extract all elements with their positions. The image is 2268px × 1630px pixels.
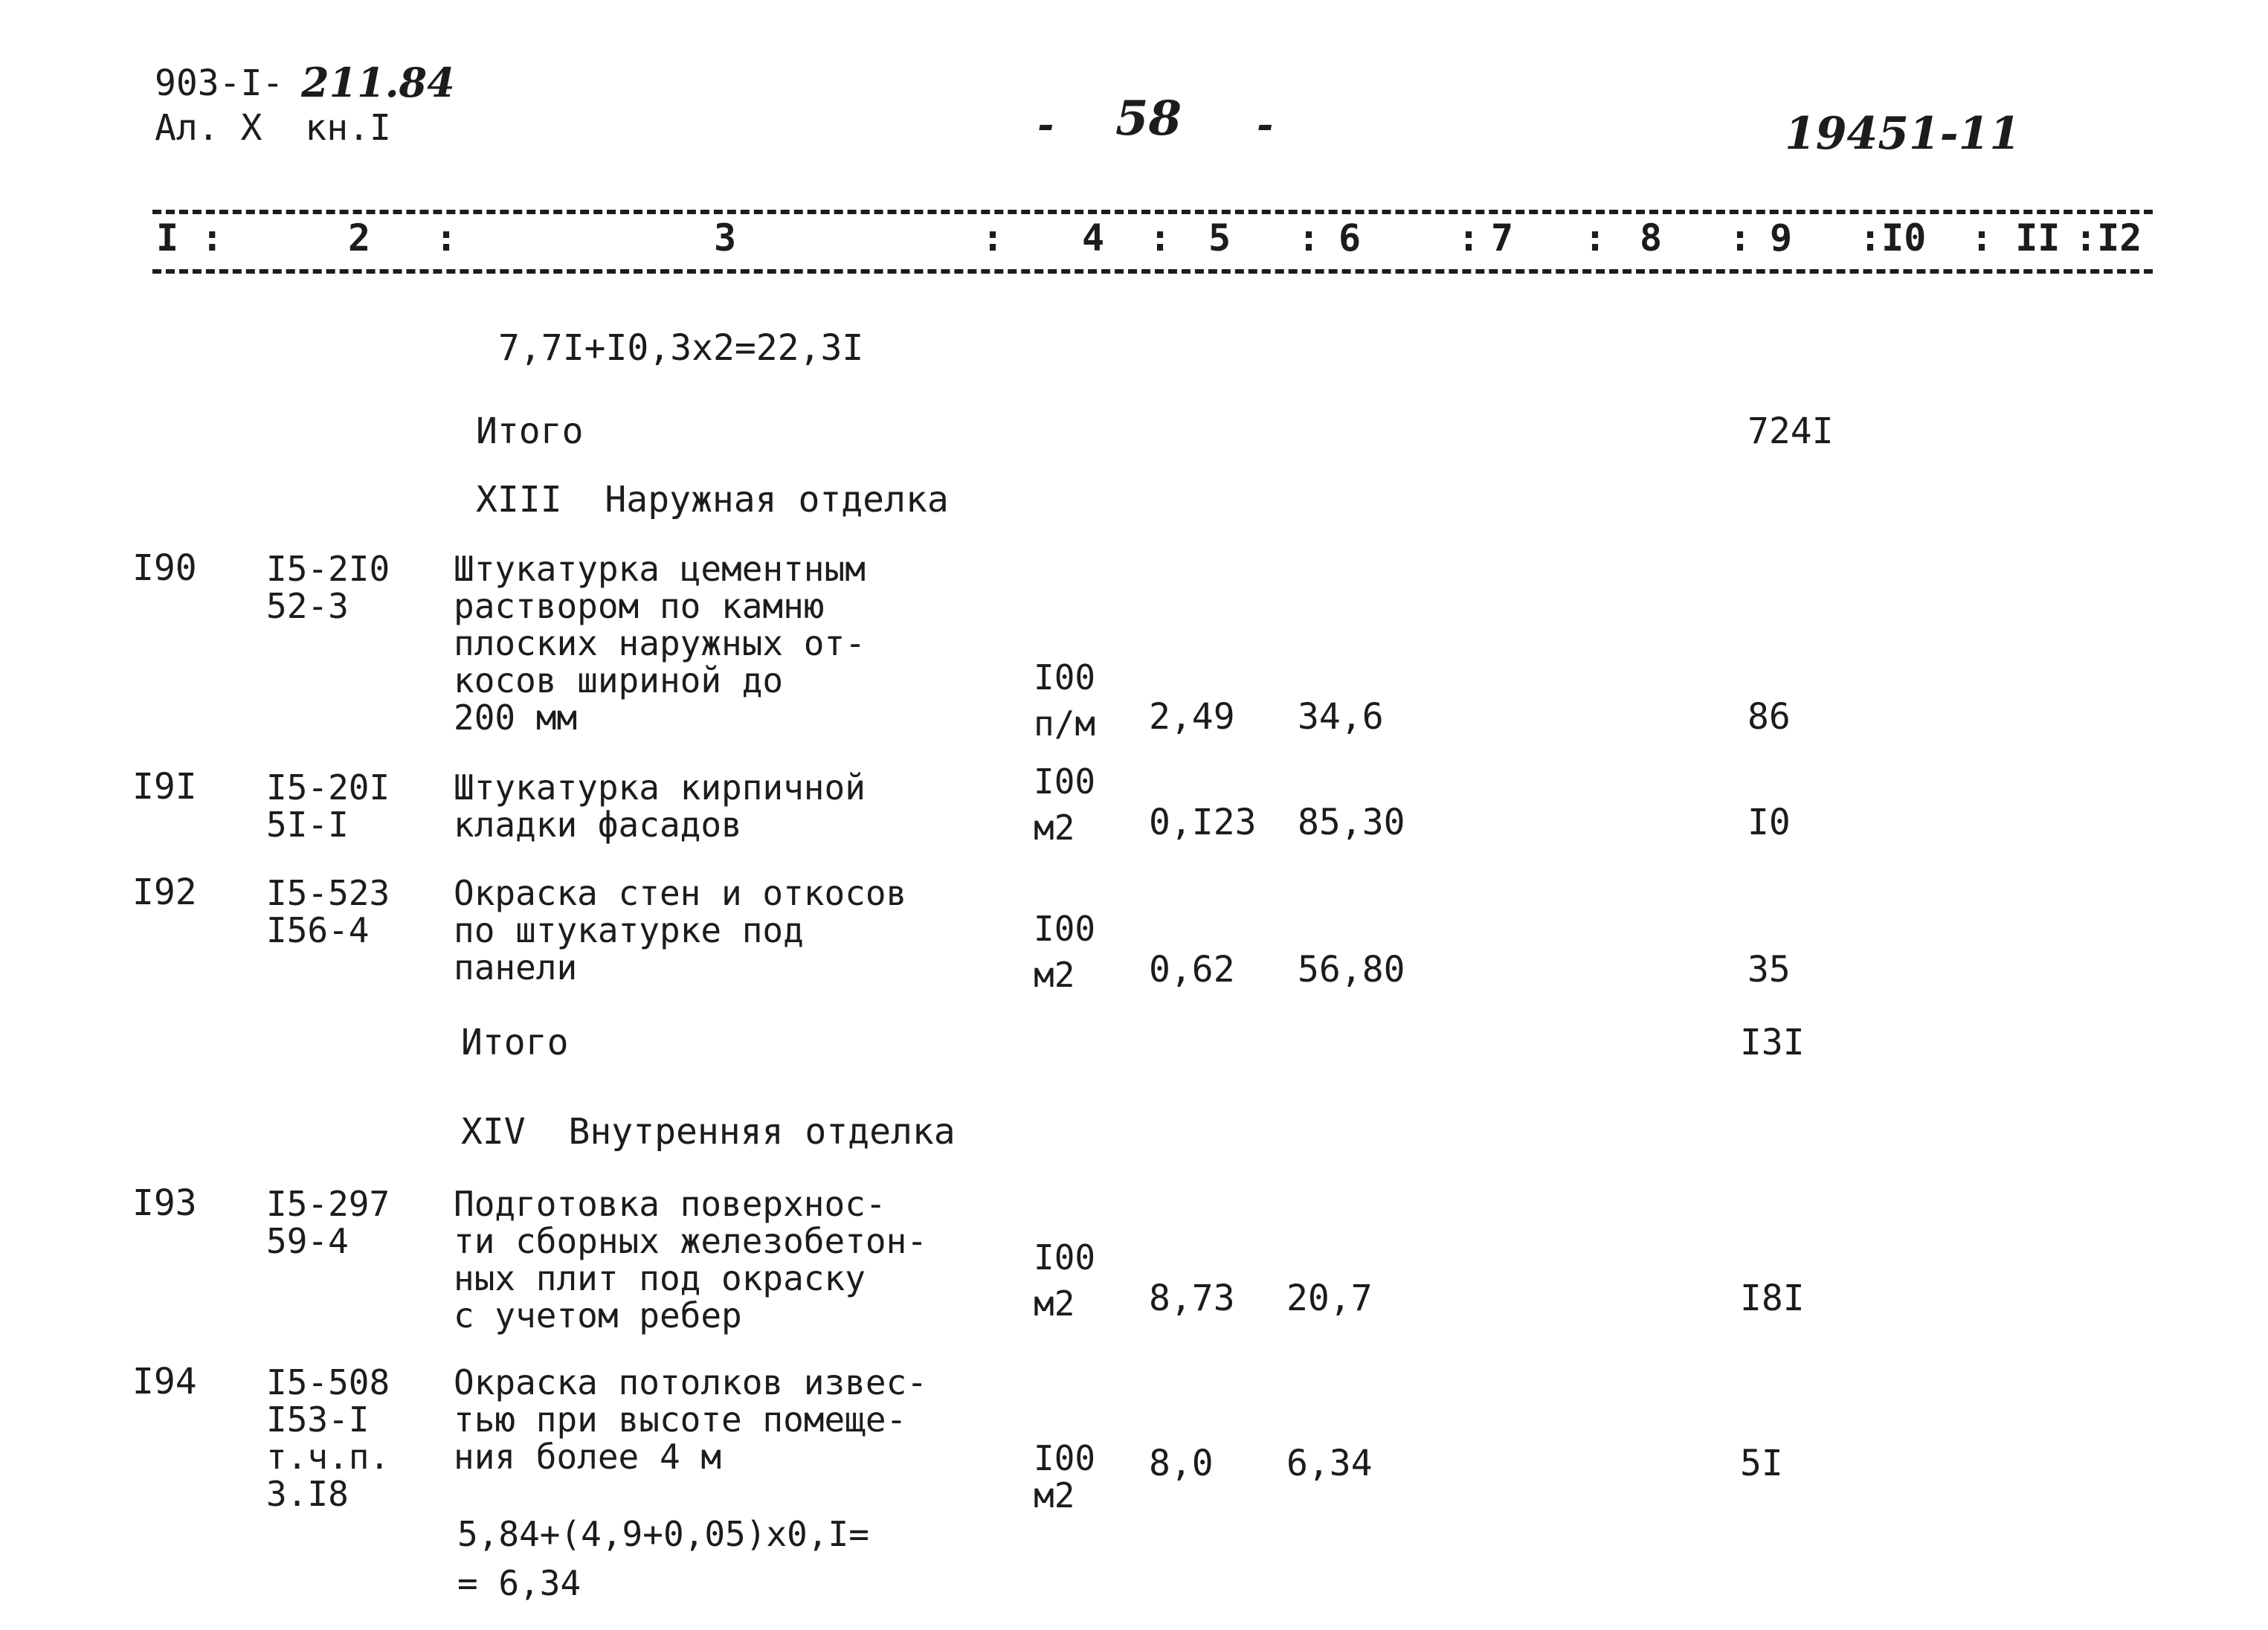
col-header-12: :I2 xyxy=(2075,216,2142,260)
row-total: 5I xyxy=(1740,1443,1783,1484)
col-header-10: :I0 xyxy=(1859,216,1927,260)
section-heading: XIII Наружная отделка xyxy=(476,479,949,521)
row-description: Окраска потолков извес- тью при высоте помеще- ния более 4 м xyxy=(454,1362,927,1477)
col-header-11: : II xyxy=(1971,216,2061,260)
header-rule-top xyxy=(152,210,2153,214)
col-header-9: 9 xyxy=(1770,216,1793,260)
row-total: 35 xyxy=(1747,949,1791,990)
col-header-6: 6 xyxy=(1338,216,1362,260)
row-quantity: 0,62 xyxy=(1149,949,1235,990)
row-calculation-note: 5,84+(4,9+0,05)x0,I= = 6,34 xyxy=(457,1514,869,1603)
row-number: I92 xyxy=(132,872,197,913)
row-description: Окраска стен и откосов по штукатурке под панели xyxy=(454,873,907,988)
row-quantity: 0,I23 xyxy=(1149,802,1257,843)
doc-sub-reference: Ал. X кн.I xyxy=(155,107,391,149)
row-unit-price: 20,7 xyxy=(1286,1278,1373,1319)
inventory-number: 19451-11 xyxy=(1785,108,2021,160)
doc-code-prefix: 903-I- xyxy=(155,62,284,104)
row-quantity: 8,0 xyxy=(1149,1443,1214,1484)
row-unit-price: 6,34 xyxy=(1286,1443,1373,1484)
col-header-5: 5 xyxy=(1208,216,1231,260)
col-header-sep: : xyxy=(1584,216,1607,260)
row-unit: I00 п/м xyxy=(1034,657,1096,744)
row-number: I93 xyxy=(132,1182,197,1224)
row-norm-code: I5-508 I53-I т.ч.п. 3.I8 xyxy=(266,1362,390,1514)
row-description: Штукатурка цементным раствором по камню плоских наружных от- косов шириной до 200 мм xyxy=(454,549,866,738)
page-dash-right: - xyxy=(1257,100,1274,148)
row-unit-price: 85,30 xyxy=(1298,802,1405,843)
section-heading: XIV Внутренняя отделка xyxy=(461,1111,956,1153)
col-header-sep: : xyxy=(1729,216,1752,260)
col-header-1: I : xyxy=(156,216,224,260)
total-label: Итого xyxy=(476,410,584,452)
row-norm-code: I5-297 59-4 xyxy=(266,1184,390,1261)
total-label: Итого xyxy=(461,1022,569,1063)
row-norm-code: I5-523 I56-4 xyxy=(266,873,390,950)
row-description: Штукатурка кирпичной кладки фасадов xyxy=(454,767,866,845)
row-unit-price: 34,6 xyxy=(1298,696,1384,738)
header-rule-bottom xyxy=(152,269,2153,274)
page-dash-left: - xyxy=(1037,100,1054,148)
row-quantity: 2,49 xyxy=(1149,696,1235,738)
row-total: I8I xyxy=(1740,1278,1805,1319)
col-header-sep: : xyxy=(435,216,458,260)
col-header-2: 2 xyxy=(348,216,371,260)
row-unit: I00 м2 xyxy=(1034,1237,1096,1324)
row-description: Подготовка поверхнос- ти сборных железобетон- ных плит под окраску с учетом ребер xyxy=(454,1184,927,1336)
row-total: I0 xyxy=(1747,802,1791,843)
col-header-sep: : xyxy=(1457,216,1481,260)
carried-formula: 7,7I+I0,3x2=22,3I xyxy=(498,327,864,369)
col-header-3: 3 xyxy=(714,216,737,260)
page-number: 58 xyxy=(1115,91,1182,146)
col-header-sep: : xyxy=(1149,216,1172,260)
row-unit: I00 м2 xyxy=(1034,909,1096,995)
row-total: 86 xyxy=(1747,696,1791,738)
total-value: I3I xyxy=(1740,1022,1805,1063)
col-header-sep: : xyxy=(1298,216,1321,260)
row-unit-price: 56,80 xyxy=(1298,949,1405,990)
col-header-sep: : xyxy=(982,216,1005,260)
row-unit: I00 м2 xyxy=(1034,761,1096,848)
row-number: I94 xyxy=(132,1361,197,1402)
col-header-8: 8 xyxy=(1640,216,1663,260)
row-number: I90 xyxy=(132,547,197,589)
row-norm-code: I5-20I 5I-I xyxy=(266,767,390,845)
total-value: 724I xyxy=(1747,410,1834,452)
col-header-7: 7 xyxy=(1491,216,1514,260)
row-unit: I00 м2 xyxy=(1034,1438,1096,1515)
row-number: I9I xyxy=(132,766,197,808)
row-norm-code: I5-2I0 52-3 xyxy=(266,549,390,626)
doc-code-handwritten: 211.84 xyxy=(301,59,455,106)
col-header-4: 4 xyxy=(1082,216,1105,260)
row-quantity: 8,73 xyxy=(1149,1278,1235,1319)
